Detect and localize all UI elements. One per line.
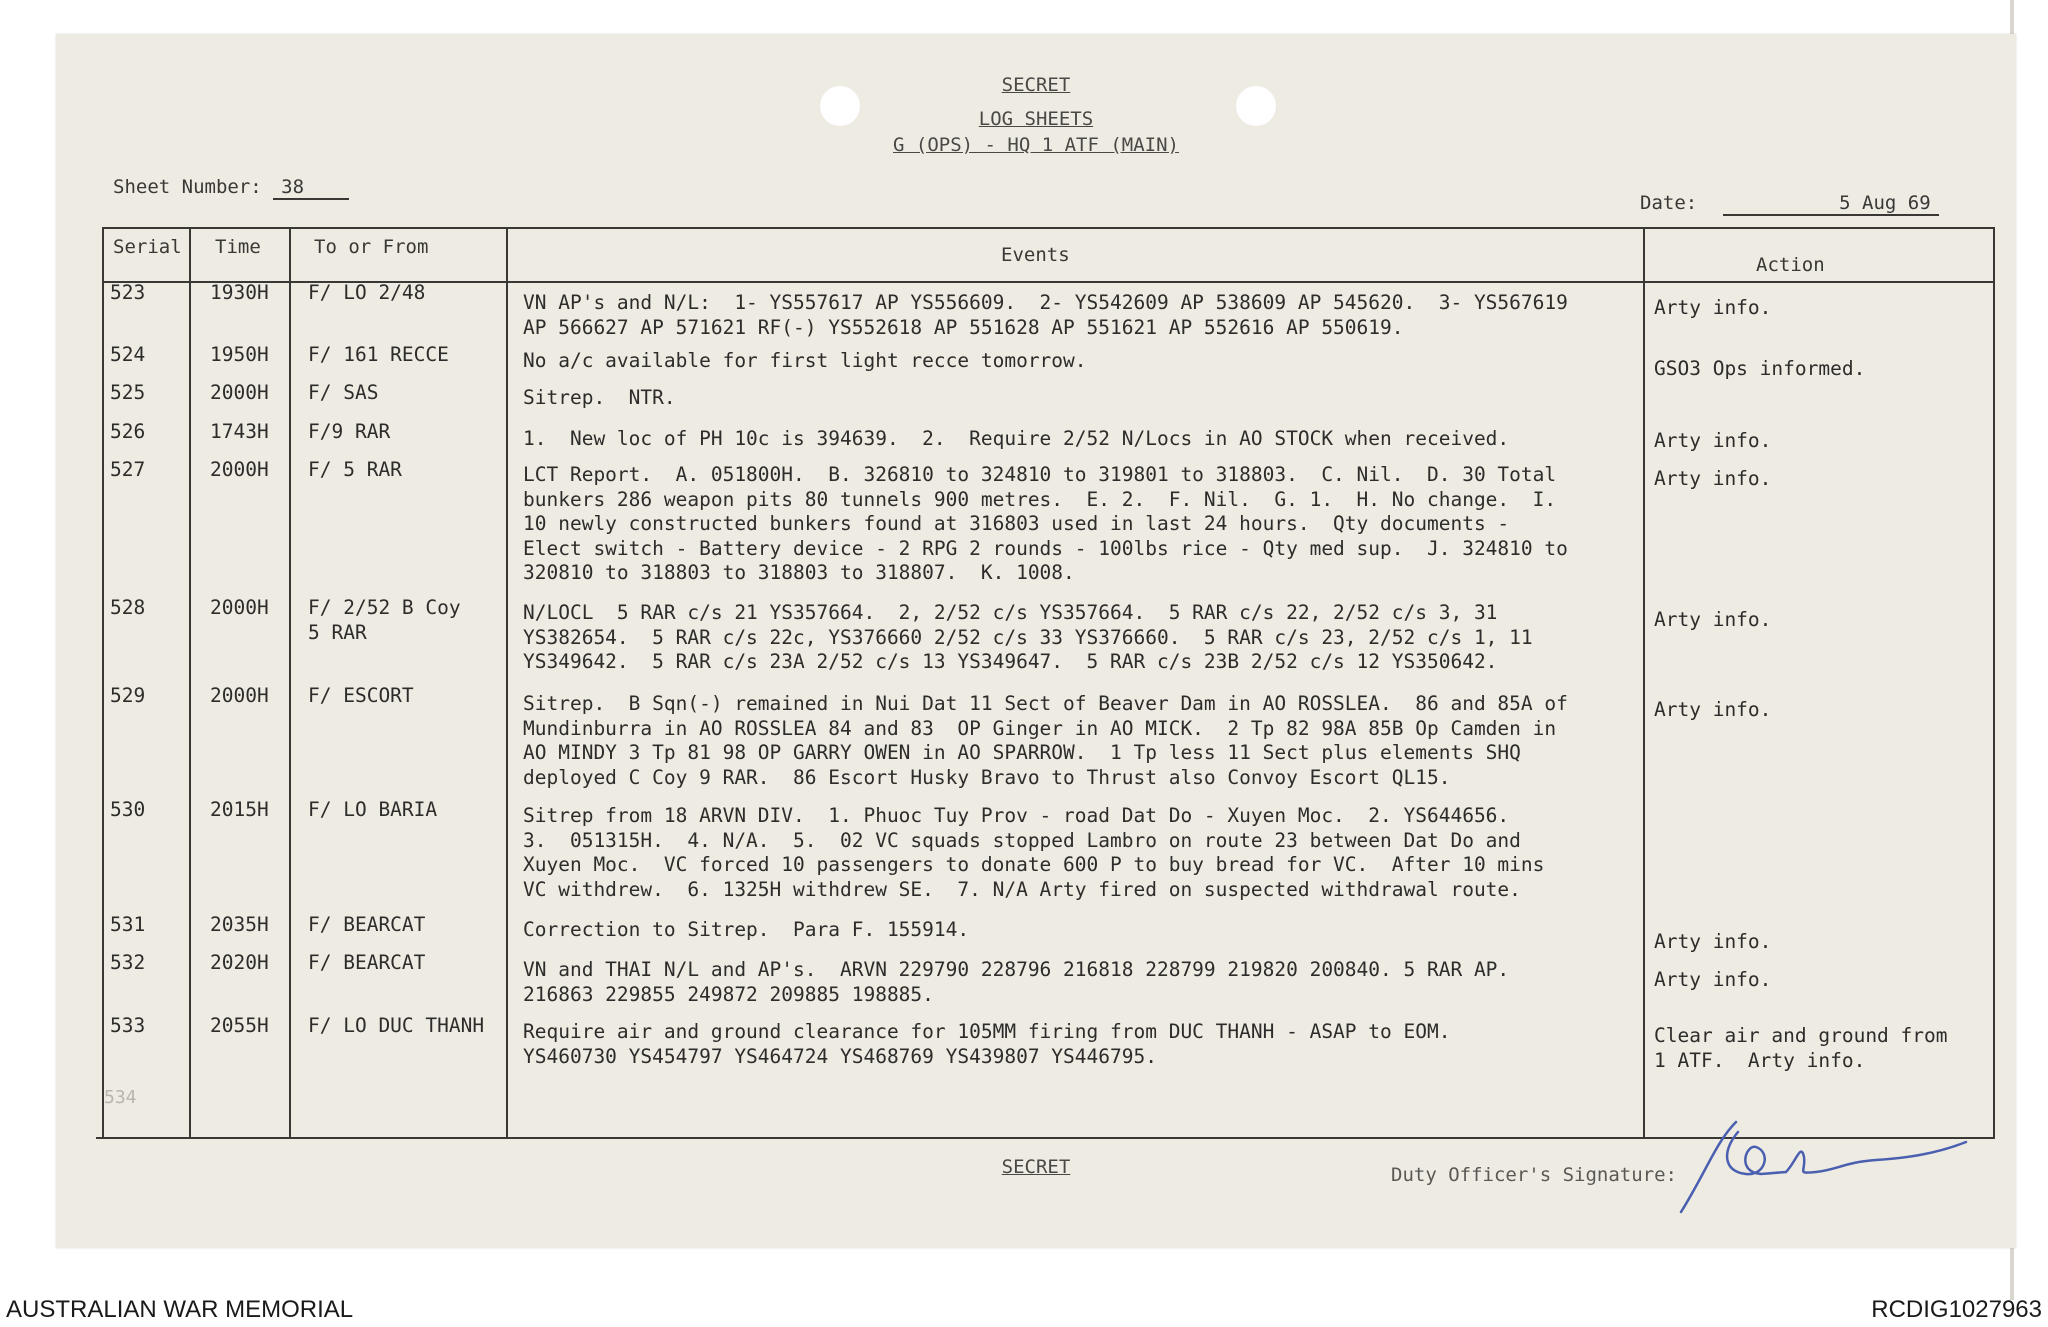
col-header-serial: Serial xyxy=(113,236,182,258)
row-523-action: Arty info. xyxy=(1654,296,1772,319)
row-523-time: 1930H xyxy=(210,281,269,304)
row-526-events: 1. New loc of PH 10c is 394639. 2. Require 2/52 N/Locs in AO STOCK when received. xyxy=(523,427,1510,450)
row-533-time: 2055H xyxy=(210,1014,269,1037)
row-527-events: LCT Report. A. 051800H. B. 326810 to 324810 to 319801 to 318803. C. Nil. D. 30 Total bunkers 286 weapon pits 80 tunnels 900 metres. E. 2. F. Nil. G. 1. H. No change. I. 10 newly constructed bunkers found at 316803 used in last 24 hours. Qty documents - Elect switch - Battery device - 2 RPG 2 rounds - 100lbs rice - Qty med sup. J. 324810 to 320810 to 318803 to 318803 to 318807. K. 1008. xyxy=(523,463,1568,584)
row-529-events: Sitrep. B Sqn(-) remained in Nui Dat 11 Sect of Beaver Dam in AO ROSSLEA. 86 and 85A of Mundinburra in AO ROSSLEA 84 and 83 OP Ginger in AO MICK. 2 Tp 82 98A 85B Op Camden in AO MINDY 3 Tp 81 98 OP GARRY OWEN in AO SPARROW. 1 Tp less 11 Sect plus elements SHQ deployed C Coy 9 RAR. 86 Escort Husky Bravo to Thrust also Convoy Escort QL15. xyxy=(523,692,1568,789)
row-523-events: VN AP's and N/L: 1- YS557617 AP YS556609. 2- YS542609 AP 538609 AP 545620. 3- YS567619 AP 566627 AP 571621 RF(-) YS552618 AP 551628 AP 551621 AP 552616 AP 550619. xyxy=(523,291,1568,339)
date-label: Date: xyxy=(1640,192,1698,214)
classification-top: SECRET xyxy=(1001,74,1071,96)
footer-left: AUSTRALIAN WAR MEMORIAL xyxy=(6,1296,354,1323)
col-header-action: Action xyxy=(1756,254,1825,276)
row-531-action: Arty info. xyxy=(1654,930,1772,953)
row-526-from: F/9 RAR xyxy=(308,420,391,443)
row-528-events: N/LOCL 5 RAR c/s 21 YS357664. 2, 2/52 c/s YS357664. 5 RAR c/s 22, 2/52 c/s 3, 31 YS382654. 5 RAR c/s 22c, YS376660 2/52 c/s 33 YS376660. 5 RAR c/s 23, 2/52 c/s 1, 11 YS349642. 5 RAR c/s 23A 2/52 c/s 13 YS349647. 5 RAR c/s 23B 2/52 c/s 12 YS350642. xyxy=(523,601,1533,673)
signature-label: Duty Officer's Signature: xyxy=(1391,1164,1677,1186)
col-border xyxy=(1993,227,1995,1137)
row-527-action: Arty info. xyxy=(1654,467,1772,490)
col-header-time: Time xyxy=(215,236,261,258)
row-533-from: F/ LO DUC THANH xyxy=(308,1014,485,1037)
row-528-from: F/ 2/52 B Coy 5 RAR xyxy=(308,596,461,644)
row-532-events: VN and THAI N/L and AP's. ARVN 229790 228796 216818 228799 219820 200840. 5 RAR AP. 216863 229855 249872 209885 198885. xyxy=(523,958,1510,1006)
row-528-time: 2000H xyxy=(210,596,269,619)
row-533-events: Require air and ground clearance for 105MM firing from DUC THANH - ASAP to EOM. YS460730 YS454797 YS464724 YS468769 YS439807 YS446795. xyxy=(523,1020,1451,1068)
col-header-to-from: To or From xyxy=(314,236,429,258)
row-529-time: 2000H xyxy=(210,684,269,707)
row-528-action: Arty info. xyxy=(1654,608,1772,631)
sheet-number-value: 38 xyxy=(273,176,349,200)
row-527-time: 2000H xyxy=(210,458,269,481)
row-532-from: F/ BEARCAT xyxy=(308,951,426,974)
row-524-time: 1950H xyxy=(210,343,269,366)
row-526-time: 1743H xyxy=(210,420,269,443)
row-532-serial: 532 xyxy=(110,951,146,974)
row-523-from: F/ LO 2/48 xyxy=(308,281,426,304)
col-border xyxy=(289,227,291,1137)
row-531-events: Correction to Sitrep. Para F. 155914. xyxy=(523,918,970,941)
row-533-serial: 533 xyxy=(110,1014,146,1037)
sheet-number xyxy=(113,176,349,200)
row-526-action: Arty info. xyxy=(1654,429,1772,452)
title-line-2: G (OPS) - HQ 1 ATF (MAIN) xyxy=(893,134,1179,156)
row-524-serial: 524 xyxy=(110,343,146,366)
row-528-serial: 528 xyxy=(110,596,146,619)
log-sheet xyxy=(56,34,2016,1248)
row-530-from: F/ LO BARIA xyxy=(308,798,438,821)
row-530-serial: 530 xyxy=(110,798,146,821)
row-532-action: Arty info. xyxy=(1654,968,1772,991)
sheet-number-label: Sheet Number: xyxy=(113,176,262,198)
row-525-action: GSO3 Ops informed. xyxy=(1654,357,1866,380)
row-525-time: 2000H xyxy=(210,381,269,404)
classification-bottom: SECRET xyxy=(1001,1156,1071,1178)
row-523-serial: 523 xyxy=(110,281,146,304)
row-533-action: Clear air and ground from 1 ATF. Arty info. xyxy=(1654,1024,1948,1072)
footer-right: RCDIG1027963 xyxy=(1871,1296,2042,1323)
col-border xyxy=(506,227,508,1137)
col-border xyxy=(102,227,104,1137)
date-field xyxy=(1640,192,1939,216)
title-line-1: LOG SHEETS xyxy=(978,108,1094,130)
signature-mark xyxy=(1676,1102,1976,1222)
row-526-serial: 526 xyxy=(110,420,146,443)
row-529-from: F/ ESCORT xyxy=(308,684,414,707)
row-527-serial: 527 xyxy=(110,458,146,481)
row-524-events: No a/c available for first light recce tomorrow. xyxy=(523,349,1087,372)
table-top-border xyxy=(102,227,1995,229)
col-border xyxy=(189,227,191,1137)
row-524-from: F/ 161 RECCE xyxy=(308,343,449,366)
marginal-note: 534 xyxy=(104,1087,137,1108)
date-value: 5 Aug 69 xyxy=(1723,192,1939,216)
row-531-from: F/ BEARCAT xyxy=(308,913,426,936)
row-530-events: Sitrep from 18 ARVN DIV. 1. Phuoc Tuy Prov - road Dat Do - Xuyen Moc. 2. YS644656. 3. 051315H. 4. N/A. 5. 02 VC squads stopped Lambro on route 23 between Dat Do and Xuyen Moc. VC forced 10 passengers to donate 600 P to buy bread for VC. After 10 mins VC withdrew. 6. 1325H withdrew SE. 7. N/A Arty fired on suspected withdrawal route. xyxy=(523,804,1545,901)
row-525-from: F/ SAS xyxy=(308,381,379,404)
row-530-time: 2015H xyxy=(210,798,269,821)
row-529-action: Arty info. xyxy=(1654,698,1772,721)
row-529-serial: 529 xyxy=(110,684,146,707)
row-531-serial: 531 xyxy=(110,913,146,936)
row-527-from: F/ 5 RAR xyxy=(308,458,402,481)
row-525-events: Sitrep. NTR. xyxy=(523,386,676,409)
row-532-time: 2020H xyxy=(210,951,269,974)
col-header-events: Events xyxy=(1001,244,1070,266)
row-531-time: 2035H xyxy=(210,913,269,936)
row-525-serial: 525 xyxy=(110,381,146,404)
